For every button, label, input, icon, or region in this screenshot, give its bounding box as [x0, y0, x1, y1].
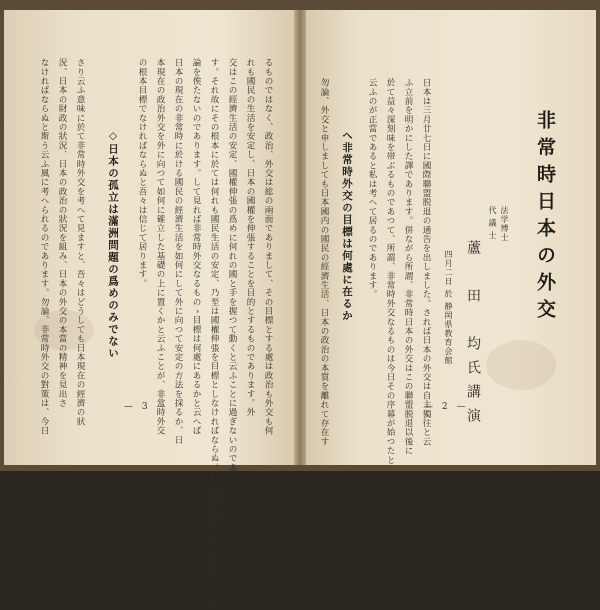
- body-line: 云ふのが正當であると私は考へて居るのであります。: [367, 78, 377, 299]
- body-line: るものではなく、政治、外交は総の兩面でありまして、その目標とする處は政治も外交も何: [263, 58, 273, 436]
- body-line: ふ立前を明かにした譯であります。併ながら所謂、非常時日本の外交はこの聯盟脱退以後に: [403, 78, 413, 456]
- section-heading: へ非常時外交の目標は何處に在るか: [341, 130, 353, 322]
- body-line: 日本の現在の非常時に於ける國民の經濟生活を如何にして外に向つて安定の方法を採るか、日: [173, 58, 183, 445]
- author-title: 代 議 士: [488, 206, 497, 241]
- body-line: 論を俟たないのであります。して見れば非常時外交なるものゝ目標は何處にあるかと云へば: [191, 58, 201, 436]
- right-page: [306, 10, 596, 465]
- body-line: 日本は三月廿七日に國際聯盟脱退の通告を出しました。されば日本の外交は自主獨往と云: [421, 78, 431, 446]
- page-number: — 3 —: [124, 402, 169, 412]
- author-name: 蘆 田 均氏講演: [465, 240, 481, 432]
- body-line: 況、日本の財政の狀況、日本の政治の狀況を組み、日本の外交の本當の精神を見出さ: [57, 58, 67, 408]
- body-line: 交はこの經濟生活の安定、國權伸張の爲めに何れの國と手を握つて動くと云ふことに過ぎないのでありま: [227, 58, 237, 491]
- lecture-date-venue: 四月二日 於 静岡県教育会館: [444, 250, 453, 366]
- body-line: れも國民の生活を安定し、日本の國權を伸張することを目的とするものであります。外: [245, 58, 255, 417]
- body-line: す。それ故にその根本に於ては何れも國民生活の安定、乃至は國權伸張を目標としなければならぬ。此の目標は何處にあるかと云へば: [209, 58, 219, 610]
- left-page: [4, 10, 294, 610]
- section-heading: ◇日本の孤立は滿洲問題の爲めのみでない: [107, 130, 119, 360]
- body-line: 勿論、外交と申しましても日本國内の國民の經濟生活、日本の政治の本質を離れて存在す: [319, 78, 329, 446]
- body-line: 本現在の政治外交を外に向つて如何に確立した基礎の上に置くかと云ふことが、非常時外交: [155, 58, 165, 436]
- page-number: — 2 —: [424, 402, 469, 412]
- page-title: 非常時日本の外交: [534, 110, 556, 326]
- body-line: さり云ふ意味に於て非常時外交を考へて見ますと、吾々はどうしても日本現在の經濟の狀: [75, 58, 85, 426]
- body-line: の根本目標でなければならぬと吾々は信じて居ります。: [137, 58, 147, 288]
- author-degree: 法学博士: [500, 206, 509, 242]
- book-gutter: [294, 10, 306, 465]
- body-line: 於て益々深刻味を帯ぶるものであつて、所謂、非常時外交なるものは今日その序幕が始つたと: [385, 78, 395, 465]
- body-line: なければならぬと斯う云ふ風に考へられるのであります。勿論、非常時外交の對策は、今日: [39, 58, 49, 436]
